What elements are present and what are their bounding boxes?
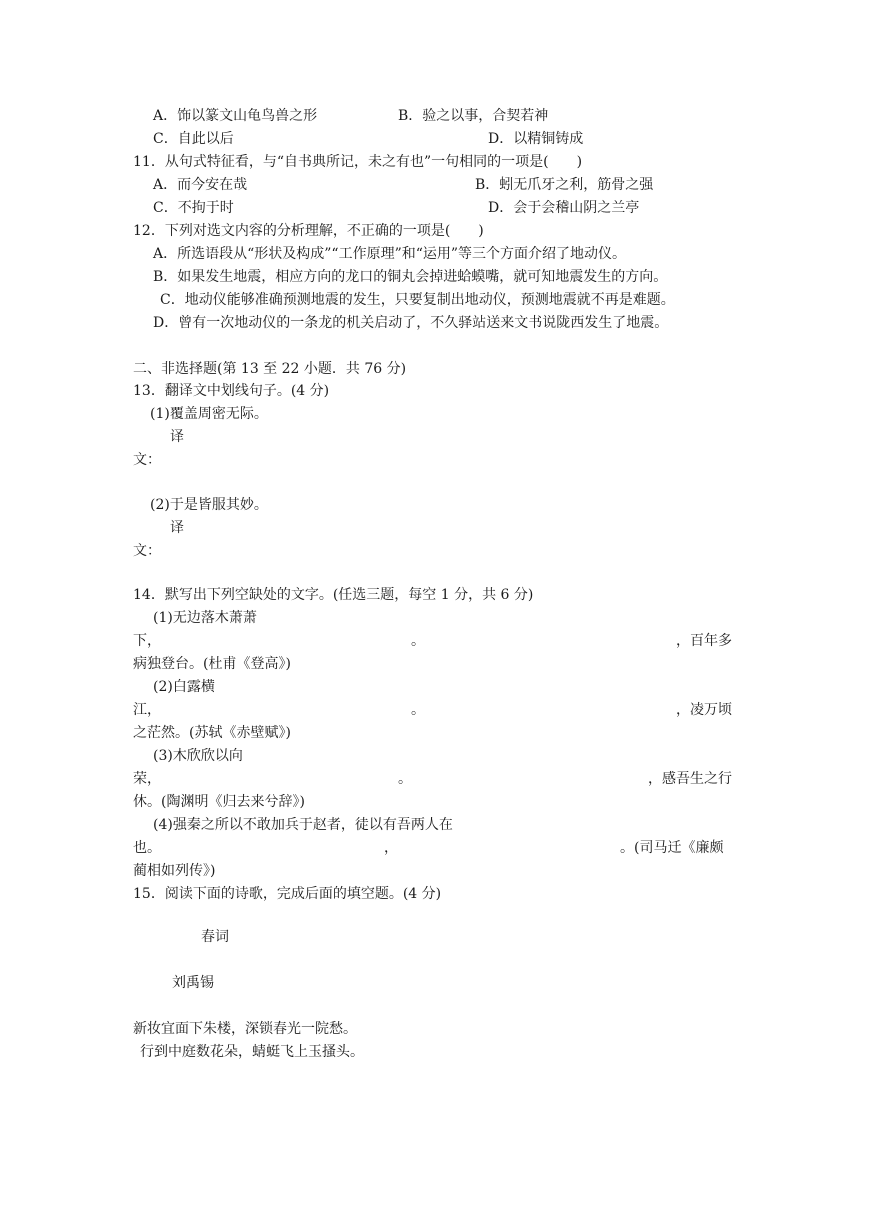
- poem-line-2: 行到中庭数花朵，蜻蜓飞上玉搔头。: [140, 1044, 364, 1060]
- q12-stem: 12．下列对选文内容的分析理解，不正确的一项是( ): [133, 223, 484, 239]
- q14-stem: 14．默写出下列空缺处的文字。(任选三题，每空 1 分，共 6 分): [133, 587, 534, 603]
- q14-item-4-tail: 蔺相如列传》): [133, 863, 216, 879]
- q11-stem: 11．从句式特征看，与“自书典所记，未之有也”一句相同的一项是( ): [133, 154, 583, 170]
- q13-translation-label-1b: 文：: [133, 452, 161, 468]
- q12-option-b: B．如果发生地震，相应方向的龙口的铜丸会掉进蛤蟆嘴，就可知地震发生的方向。: [153, 269, 668, 285]
- q14-item-1-b: 。: [411, 633, 425, 649]
- q14-item-3-tail: 休。(陶渊明《归去来兮辞》): [133, 794, 305, 810]
- section-heading: 二、非选择题(第 13 至 22 小题．共 76 分): [133, 361, 407, 377]
- q14-item-1-head: (1)无边落木萧萧: [153, 610, 257, 626]
- q12-option-d: D．曾有一次地动仪的一条龙的机关启动了，不久驿站送来文书说陇西发生了地震。: [153, 315, 669, 331]
- q14-item-3-head: (3)木欣欣以向: [153, 748, 243, 764]
- q14-item-2-a: 江，: [133, 702, 161, 718]
- q10-option-d: D．以精铜铸成: [488, 131, 584, 147]
- q13-item-2: (2)于是皆服其妙。: [150, 497, 268, 513]
- q14-item-2-tail: 之茫然。(苏轼《赤壁赋》): [133, 725, 291, 741]
- q14-item-4-b: ，: [384, 840, 398, 856]
- poem-author: 刘禹锡: [172, 975, 214, 991]
- q14-item-4-head: (4)强秦之所以不敢加兵于赵者，徒以有吾两人在: [153, 817, 453, 833]
- q12-option-a: A．所选语段从“形状及构成”“工作原理”和“运用”等三个方面介绍了地动仪。: [153, 246, 627, 262]
- q13-translation-label-2a: 译: [170, 520, 184, 536]
- q13-item-1: (1)覆盖周密无际。: [150, 406, 268, 422]
- q10-option-c: C．自此以后: [153, 131, 234, 147]
- poem-title: 春词: [201, 929, 229, 945]
- q14-item-1-c: ，百年多: [676, 633, 732, 649]
- q14-item-3-c: ，感吾生之行: [648, 771, 732, 787]
- q13-stem: 13．翻译文中划线句子。(4 分): [133, 383, 330, 399]
- q15-stem: 15．阅读下面的诗歌，完成后面的填空题。(4 分): [133, 886, 442, 902]
- q11-option-c: C．不拘于时: [153, 200, 234, 216]
- q14-item-2-c: ，凌万顷: [676, 702, 732, 718]
- q11-option-d: D．会于会稽山阴之兰亭: [488, 200, 640, 216]
- q14-item-3-b: 。: [398, 771, 412, 787]
- q14-item-1-a: 下，: [133, 633, 161, 649]
- poem-line-1: 新妆宜面下朱楼，深锁春光一院愁。: [133, 1021, 357, 1037]
- q12-option-c: C．地动仪能够准确预测地震的发生，只要复制出地动仪，预测地震就不再是难题。: [160, 292, 675, 308]
- q14-item-4-c: 。(司马迁《廉颇: [620, 840, 724, 856]
- q13-translation-label-1a: 译: [170, 429, 184, 445]
- q11-option-b: B．蚓无爪牙之利，筋骨之强: [475, 177, 654, 193]
- q14-item-3-a: 荣，: [133, 771, 161, 787]
- q14-item-4-a: 也。: [133, 840, 161, 856]
- q14-item-2-b: 。: [411, 702, 425, 718]
- q10-option-b: B．验之以事，合契若神: [398, 108, 549, 124]
- q10-option-a: A．饰以篆文山龟鸟兽之形: [153, 108, 318, 124]
- q14-item-2-head: (2)白露横: [153, 679, 215, 695]
- q13-translation-label-2b: 文：: [133, 543, 161, 559]
- q14-item-1-tail: 病独登台。(杜甫《登高》): [133, 656, 291, 672]
- q11-option-a: A．而今安在哉: [153, 177, 248, 193]
